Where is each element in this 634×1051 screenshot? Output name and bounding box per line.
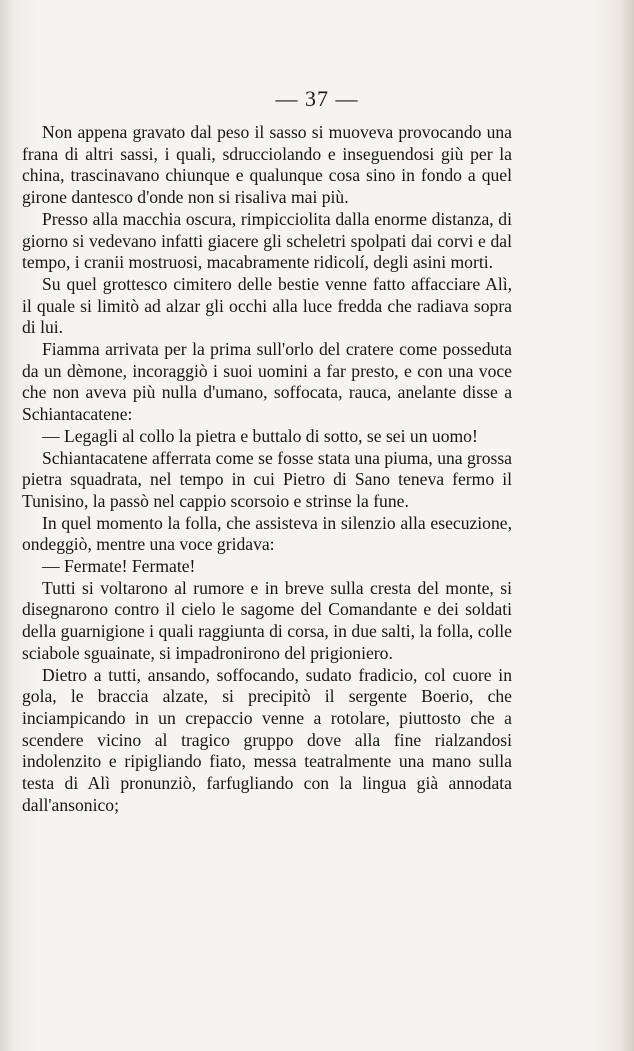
paragraph: In quel momento la folla, che assisteva in silenzio alla esecuzione, ondeggiò, mentre una voce gridava: <box>22 512 512 555</box>
dialogue-line: — Legagli al collo la pietra e buttalo di sotto, se sei un uomo! <box>42 425 478 446</box>
paragraph: Fiamma arrivata per la prima sull'orlo del cratere come posseduta da un dèmone, incoraggiò i suoi uomini a far presto, e con una voce che non aveva più nulla d'umano, soffocata, rauca, anelante disse a Schiantacatene: <box>22 339 512 425</box>
paragraph: Tutti si voltarono al rumore e in breve sulla cresta del monte, si disegnarono contro il cielo le sagome del Comandante e dei soldati della guarnigione i quali raggiunta di corsa, in due salti, la folla, colle sciabole sguainate, si impadronirono del prigioniero. <box>22 577 512 663</box>
dialogue-line: — Fermate! Fermate! <box>42 556 196 577</box>
paragraph: Non appena gravato dal peso il sasso si muoveva provocando una frana di altri sassi, i quali, sdrucciolando e inseguendosi giù per la china, trascinavano chiunque e qualunque cosa sino in fondo a quel girone dantesco d'onde non si risaliva mai più. <box>22 122 512 208</box>
page-number: — 37 — <box>275 86 359 111</box>
paragraph: Schiantacatene afferrata come se fosse stata una piuma, una grossa pietra squadrata, nel tempo in cui Pietro di Sano teneva fermo il Tunisino, la passò nel cappio scorsoio e strinse la fune. <box>22 447 512 511</box>
body-text <box>22 122 512 817</box>
paragraph: Dietro a tutti, ansando, soffocando, sudato fradicio, col cuore in gola, le braccia alzate, si precipitò il sergente Boerio, che inciampicando in un crepaccio venne a rotolare, piuttosto che a scendere vicino al tragico gruppo dove alla fine rialzandosi indolenzito e ripigliando fiato, messa teatralmente una mano sulla testa di Alì pronunziò, farfugliando con la lingua già annodata dall'ansonico; <box>22 664 512 815</box>
paragraph: Presso alla macchia oscura, rimpicciolita dalla enorme distanza, di giorno si vedevano infatti giacere gli scheletri spolpati dai corvi e dal tempo, i cranii mostruosi, macabramente ridicolí, degli asini morti. <box>22 208 512 273</box>
paragraph: Su quel grottesco cimitero delle bestie venne fatto affacciare Alì, il quale si limitò ad alzar gli occhi alla luce fredda che radiava sopra di lui. <box>22 273 512 338</box>
